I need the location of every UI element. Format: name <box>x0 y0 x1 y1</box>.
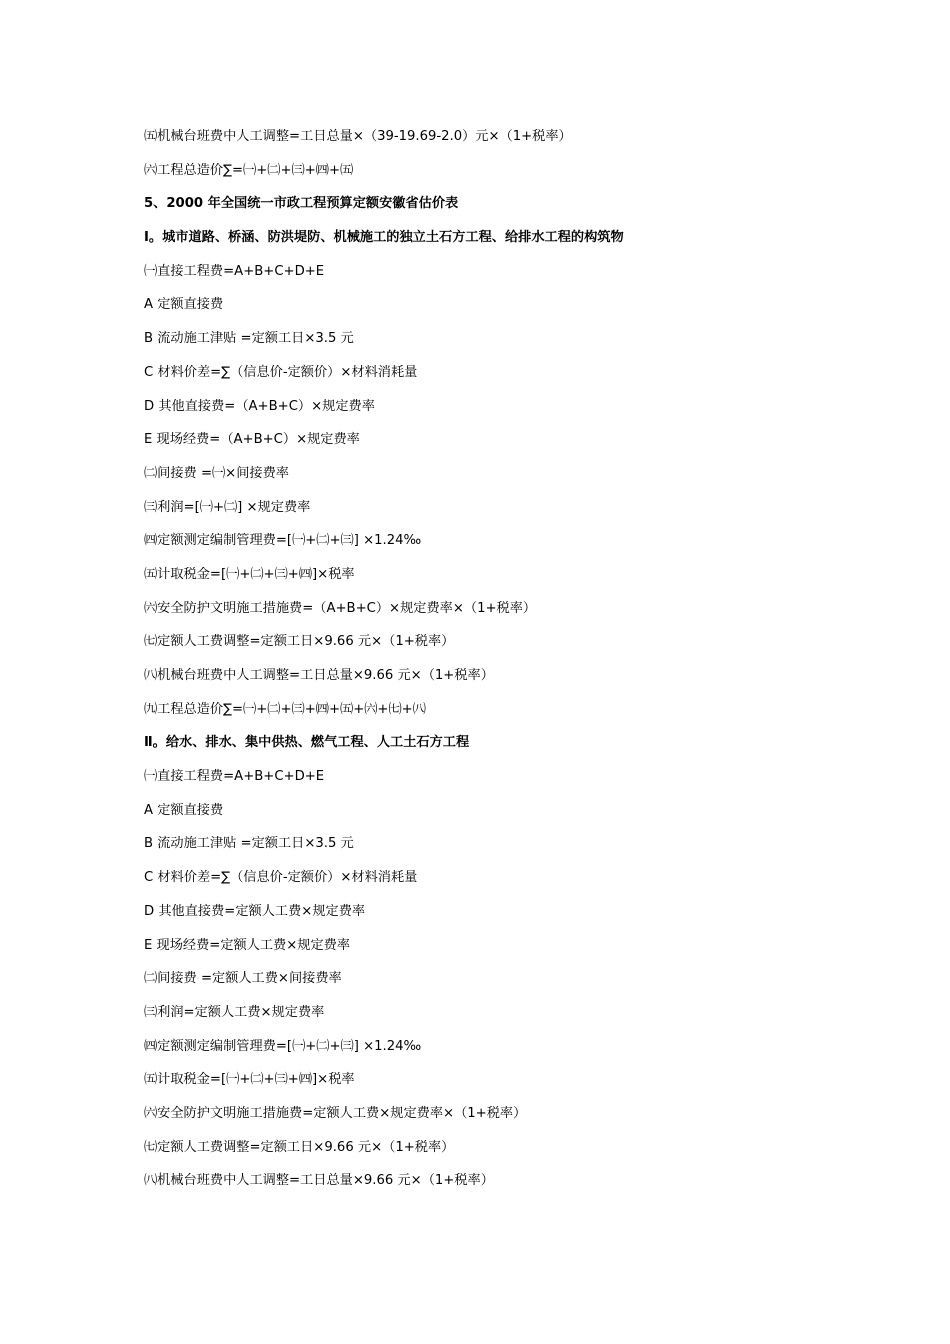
formula-line: C 材料价差=∑（信息价-定额价）×材料消耗量 <box>144 364 418 380</box>
formula-line: C 材料价差=∑（信息价-定额价）×材料消耗量 <box>144 870 418 886</box>
formula-line: B 流动施工津贴 =定额工日×3.5 元 <box>144 836 354 852</box>
section-heading: Ⅱ。给水、排水、集中供热、燃气工程、人工土石方工程 <box>144 735 470 751</box>
section-heading: 5、2000 年全国统一市政工程预算定额安徽省估价表 <box>144 196 459 212</box>
formula-line: ㈦定额人工费调整=定额工日×9.66 元×（1+税率） <box>144 1139 455 1155</box>
formula-line: ㈡间接费 =定额人工费×间接费率 <box>144 971 342 987</box>
formula-line: ㈠直接工程费=A+B+C+D+E <box>144 769 325 785</box>
formula-line: D 其他直接费=（A+B+C）×规定费率 <box>144 398 375 414</box>
formula-line: D 其他直接费=定额人工费×规定费率 <box>144 903 366 919</box>
formula-line: ㈡间接费 =㈠×间接费率 <box>144 465 289 481</box>
formula-line: ㈧机械台班费中人工调整=工日总量×9.66 元×（1+税率） <box>144 668 494 683</box>
formula-line: ㈢利润=定额人工费×规定费率 <box>144 1004 325 1020</box>
formula-line: A 定额直接费 <box>144 802 224 818</box>
formula-line: ㈥工程总造价∑=㈠+㈡+㈢+㈣+㈤ <box>144 162 354 178</box>
formula-line: ㈣定额测定编制管理费=[㈠+㈡+㈢] ×1.24‰ <box>144 1038 422 1054</box>
document-body <box>144 124 864 1202</box>
formula-line: E 现场经费=定额人工费×规定费率 <box>144 937 351 953</box>
section-heading: Ⅰ。城市道路、桥涵、防洪堤防、机械施工的独立土石方工程、给排水工程的构筑物 <box>144 230 624 246</box>
formula-line: ㈥安全防护文明施工措施费=（A+B+C）×规定费率×（1+税率） <box>144 600 537 616</box>
formula-line: ㈤计取税金=[㈠+㈡+㈢+㈣]×税率 <box>144 1072 355 1088</box>
formula-line: ㈢利润=[㈠+㈡] ×规定费率 <box>144 499 311 515</box>
formula-line: ㈤计取税金=[㈠+㈡+㈢+㈣]×税率 <box>144 566 355 582</box>
formula-line: ㈧机械台班费中人工调整=工日总量×9.66 元×（1+税率） <box>144 1173 494 1189</box>
formula-line: A 定额直接费 <box>144 297 224 313</box>
formula-line: ㈣定额测定编制管理费=[㈠+㈡+㈢] ×1.24‰ <box>144 533 422 549</box>
formula-line: ㈠直接工程费=A+B+C+D+E <box>144 263 325 279</box>
formula-line: ㈥安全防护文明施工措施费=定额人工费×规定费率×（1+税率） <box>144 1105 527 1121</box>
formula-line: ㈦定额人工费调整=定额工日×9.66 元×（1+税率） <box>144 634 455 650</box>
formula-line: B 流动施工津贴 =定额工日×3.5 元 <box>144 331 354 347</box>
formula-line: ㈤机械台班费中人工调整=工日总量×（39-19.69-2.0）元×（1+税率） <box>144 129 572 144</box>
formula-line: E 现场经费=（A+B+C）×规定费率 <box>144 432 360 448</box>
formula-line: ㈨工程总造价∑=㈠+㈡+㈢+㈣+㈤+㈥+㈦+㈧ <box>144 701 426 717</box>
